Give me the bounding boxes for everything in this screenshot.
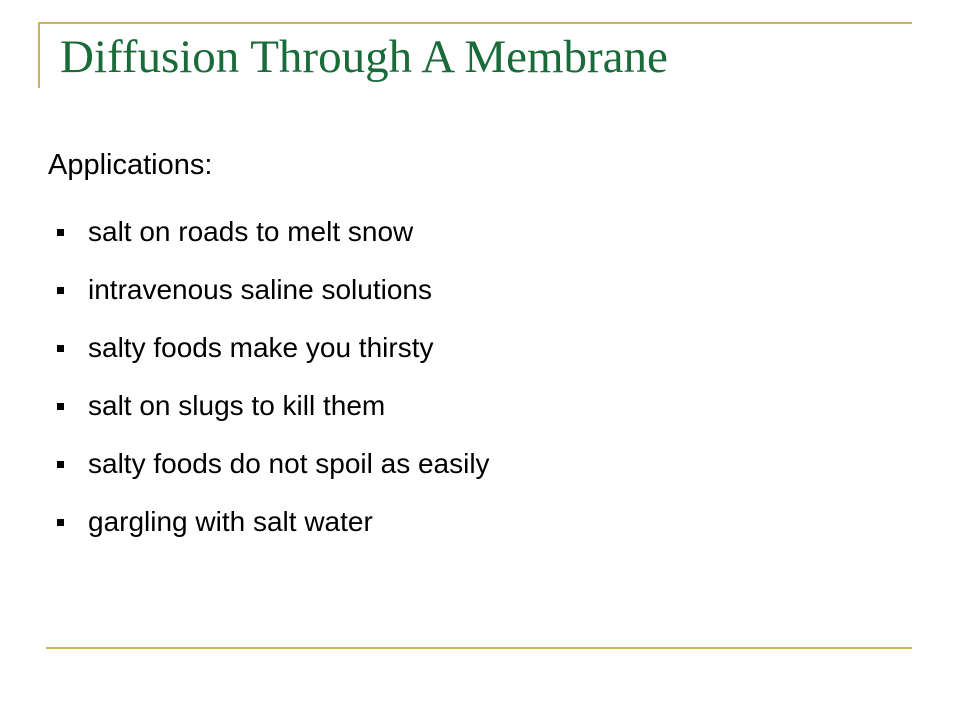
bullet-text: gargling with salt water: [88, 506, 373, 537]
slide-body: [48, 145, 908, 551]
bullet-text: salt on slugs to kill them: [88, 390, 386, 421]
square-bullet-icon: [57, 403, 64, 410]
bullet-text: intravenous saline solutions: [88, 274, 432, 305]
list-item: [48, 261, 908, 319]
list-item: [48, 377, 908, 435]
square-bullet-icon: [57, 287, 64, 294]
slide-title: Diffusion Through A Membrane: [60, 31, 668, 83]
square-bullet-icon: [57, 461, 64, 468]
list-item: [48, 435, 908, 493]
bullet-list: [48, 203, 908, 551]
top-rule: [38, 22, 912, 24]
list-item: [48, 319, 908, 377]
bullet-text: salty foods do not spoil as easily: [88, 448, 490, 479]
bullet-text: salty foods make you thirsty: [88, 332, 434, 363]
list-item: [48, 493, 908, 551]
square-bullet-icon: [57, 345, 64, 352]
intro-text: Applications:: [48, 149, 213, 181]
left-rule: [38, 22, 40, 88]
square-bullet-icon: [57, 229, 64, 236]
square-bullet-icon: [57, 519, 64, 526]
bullet-text: salt on roads to melt snow: [88, 216, 414, 247]
bottom-rule: [46, 647, 912, 649]
list-item: [48, 203, 908, 261]
